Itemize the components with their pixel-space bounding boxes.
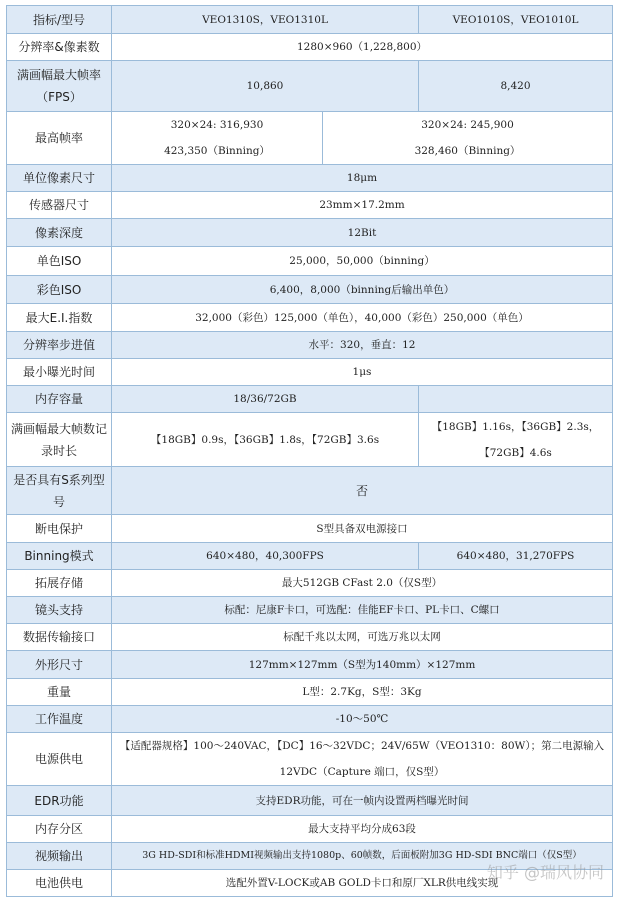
table-row <box>7 165 613 192</box>
row-value: L型：2.7Kg，S型：3Kg <box>112 679 613 706</box>
table-row <box>7 597 613 624</box>
spec-table <box>6 5 613 897</box>
row-label: 满画幅最大帧数记录时长 <box>7 413 112 467</box>
row-value: 水平：320，垂直：12 <box>112 332 613 359</box>
table-row <box>7 247 613 276</box>
table-row <box>7 570 613 597</box>
table-row <box>7 515 613 543</box>
model-a-header: VEO1310S，VEO1310L <box>112 6 419 34</box>
value-model-b: 【18GB】1.16s，【36GB】2.3s，【72GB】4.6s <box>419 413 613 467</box>
table-row <box>7 219 613 247</box>
watermark: 知乎 @瑞风协同 <box>486 863 604 882</box>
row-label: 是否具有S系列型号 <box>7 467 112 515</box>
row-value: 标配千兆以太网，可选万兆以太网 <box>112 624 613 651</box>
table-row <box>7 624 613 651</box>
row-value: 12Bit <box>112 219 613 247</box>
table-row <box>7 733 613 786</box>
row-label: 彩色ISO <box>7 276 112 304</box>
row-label: 数据传输接口 <box>7 624 112 651</box>
row-label: 最高帧率 <box>7 112 112 165</box>
table-row <box>7 651 613 679</box>
table-row <box>7 34 613 61</box>
table-row <box>7 359 613 386</box>
row-label: 内存容量 <box>7 386 112 413</box>
row-label: 断电保护 <box>7 515 112 543</box>
row-value: 127mm×127mm（S型为140mm）×127mm <box>112 651 613 679</box>
row-label: 分辨率步进值 <box>7 332 112 359</box>
row-value: -10～50℃ <box>112 706 613 733</box>
row-value: 23mm×17.2mm <box>112 192 613 219</box>
row-label: 外形尺寸 <box>7 651 112 679</box>
row-label: 传感器尺寸 <box>7 192 112 219</box>
row-value: 18μm <box>112 165 613 192</box>
table-row <box>7 706 613 733</box>
row-value: 25,000，50,000（binning） <box>112 247 613 276</box>
table-row <box>7 276 613 304</box>
table-row <box>7 679 613 706</box>
row-label: 电池供电 <box>7 870 112 897</box>
header-row <box>7 6 613 34</box>
value-model-a: 【18GB】0.9s，【36GB】1.8s，【72GB】3.6s <box>112 413 419 467</box>
table-row <box>7 61 613 112</box>
header-label: 指标/型号 <box>7 6 112 34</box>
value-model-b: 640×480，31,270FPS <box>419 543 613 570</box>
row-label: 拓展存储 <box>7 570 112 597</box>
row-value: 1μs <box>112 359 613 386</box>
value-model-b <box>419 386 613 413</box>
row-label: 满画幅最大帧率（FPS） <box>7 61 112 112</box>
model-b-header: VEO1010S，VEO1010L <box>419 6 613 34</box>
value-model-b <box>323 112 613 165</box>
value-model-a: 640×480，40,300FPS <box>112 543 419 570</box>
row-value: 【适配器规格】100～240VAC，【DC】16～32VDC；24V/65W（VEO1310：80W）；第二电源输入12VDC（Capture 端口，仅S型） <box>112 733 613 786</box>
value-model-a <box>112 112 323 165</box>
table-row <box>7 413 613 467</box>
table-row <box>7 192 613 219</box>
row-value: 32,000（彩色）125,000（单色），40,000（彩色）250,000（单色） <box>112 304 613 332</box>
value-model-b: 8,420 <box>419 61 613 112</box>
row-label: 最小曝光时间 <box>7 359 112 386</box>
row-label: 镜头支持 <box>7 597 112 624</box>
table-row <box>7 386 613 413</box>
row-value: 最大支持平均分成63段 <box>112 816 613 843</box>
row-label: EDR功能 <box>7 786 112 816</box>
value-model-a: 18/36/72GB <box>112 386 419 413</box>
row-label: 重量 <box>7 679 112 706</box>
row-label: 单位像素尺寸 <box>7 165 112 192</box>
row-label: 视频输出 <box>7 843 112 870</box>
table-row <box>7 816 613 843</box>
row-value: 支持EDR功能，可在一帧内设置两档曝光时间 <box>112 786 613 816</box>
table-row <box>7 543 613 570</box>
row-label: 最大E.I.指数 <box>7 304 112 332</box>
row-value: 选配外置V-LOCK或AB GOLD卡口和原厂XLR供电线实现 <box>112 870 613 897</box>
row-label: 工作温度 <box>7 706 112 733</box>
value-line: 328,460（Binning） <box>414 145 521 157</box>
table-row <box>7 786 613 816</box>
row-label: 电源供电 <box>7 733 112 786</box>
row-value: 6,400，8,000（binning后输出单色） <box>112 276 613 304</box>
row-label: 分辨率&像素数 <box>7 34 112 61</box>
table-row <box>7 332 613 359</box>
table-row <box>7 112 613 165</box>
table-row <box>7 304 613 332</box>
row-value: S型具备双电源接口 <box>112 515 613 543</box>
row-value: 1280×960（1,228,800） <box>112 34 613 61</box>
row-label: 内存分区 <box>7 816 112 843</box>
value-line: 320×24: 316,930 <box>170 119 264 131</box>
row-label: 单色ISO <box>7 247 112 276</box>
row-value: 否 <box>112 467 613 515</box>
table-row <box>7 467 613 515</box>
row-value: 标配：尼康F卡口，可选配：佳能EF卡口、PL卡口、C螺口 <box>112 597 613 624</box>
row-label: 像素深度 <box>7 219 112 247</box>
row-value: 3G HD-SDI和标准HDMI视频输出支持1080p、60帧数，后面板附加3G HD-SDI BNC端口（仅S型） <box>112 843 613 870</box>
row-value: 最大512GB CFast 2.0（仅S型） <box>112 570 613 597</box>
row-label: Binning模式 <box>7 543 112 570</box>
value-line: 423,350（Binning） <box>164 145 270 157</box>
value-line: 320×24: 245,900 <box>421 119 514 131</box>
value-model-a: 10,860 <box>112 61 419 112</box>
